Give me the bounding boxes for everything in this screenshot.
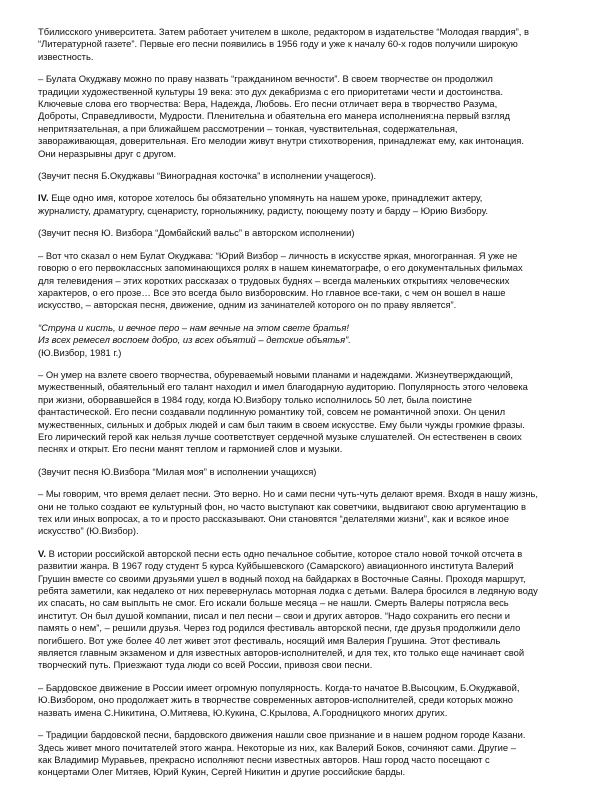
- text-line: [38, 647, 590, 659]
- line-text: “Литературной газете”. Первые его песни появились в 1956 году и уже к началу 60-х годов получили широкую: [38, 38, 518, 50]
- line-text: память о нем”, – решили друзья. Через год родился фестиваль авторской песни, где друзья продолжили дело: [38, 622, 521, 634]
- text-line: [38, 419, 590, 431]
- line-text: (Звучит песня Ю. Визбора “Домбайский вальс” в авторском исполнении): [38, 227, 355, 239]
- line-text: Грушин вместе со своими друзьями ушел в водный поход на байдарках в Восточные Саяны. Проходя маршрут,: [38, 572, 526, 584]
- text-line: [38, 488, 590, 500]
- paragraph-okudzhava-citizen: [38, 73, 590, 160]
- text-line: [38, 525, 590, 537]
- text-line: [38, 597, 590, 609]
- paragraph-intro: [38, 26, 590, 63]
- line-text: искусство” (Ю.Визбор).: [38, 525, 139, 537]
- line-text: развитии жанра. В 1967 году студент 5 курса Куйбышевского (Самарского) авиационного института Валерий: [38, 560, 514, 572]
- text-line: [38, 275, 590, 287]
- text-line: [38, 694, 590, 706]
- paragraph-kazan: [38, 729, 590, 779]
- line-text: погибшего. Вот уже более 40 лет живет этот фестиваль, носящий имя Валерия Грушина. Этот фестиваль: [38, 634, 501, 646]
- line-text: говорю о его первоклассных запоминающихся ролях в нашем кинематографе, о его документальных фильмах: [38, 262, 523, 274]
- text-line: [38, 443, 590, 455]
- paragraph-okudzhava-on-vizbor: [38, 250, 590, 312]
- line-text: Здесь живет много почитателей этого жанра. Некоторые из них, как Валерий Боков, сочиняют сами. Другие –: [38, 741, 516, 753]
- text-line: [38, 38, 590, 50]
- paragraph-bard-movement: [38, 682, 590, 719]
- line-text: творческий путь. Приезжают туда люди со всей России, привозя свои песни.: [38, 659, 373, 671]
- line-text: Ключевые слова его творчества: Вера, Надежда, Любовь. Его песни отличает вера в творчество Разума,: [38, 98, 498, 110]
- section-label: IV.: [38, 192, 49, 204]
- line-text: для телевидения – этих коротких рассказах о трудовых буднях – всегда маленьких открытиях человеческих: [38, 274, 510, 286]
- line-text: Из всех ремесел воспоем добро, из всех объятий – детские объятья”.: [38, 334, 351, 346]
- text-line: [38, 123, 590, 135]
- line-text: Тбилисского университета. Затем работает учителем в школе, редактором в издательстве “Молодая гвардия”, в: [38, 26, 529, 37]
- line-text: традиции художественной культуры 19 века: это дух декабризма с его приоритетами чести и достоинства.: [38, 85, 503, 97]
- text-line: [38, 205, 590, 217]
- section-label: V.: [38, 547, 46, 559]
- line-text: они не только создают ее культурный фон, но часто выступают как советчики, выдвигают свою аргументацию в: [38, 500, 526, 512]
- text-line: [38, 766, 590, 778]
- line-text: Доброты, Справедливости, Мудрости. Пленительна и обаятельна его манера исполнения:на первый взгляд: [38, 110, 510, 122]
- line-text: назвать имена С.Никитина, О.Митяева, Ю.Кукина, С.Крылова, А.Городницкого многих других.: [38, 706, 448, 718]
- text-line: [38, 406, 590, 418]
- line-text: непритязательная, а при ближайшем рассмотрении – тонкая, чувствительная, содержательная,: [38, 122, 458, 134]
- text-line: [38, 754, 590, 766]
- line-text: тех или иных вопросах, а то и просто рассказывают. Они становятся “делателями жизни”, как и всякое иное: [38, 513, 509, 524]
- text-line: [38, 135, 590, 147]
- text-line: [38, 742, 590, 754]
- text-line: [38, 466, 590, 478]
- text-line: [38, 299, 590, 311]
- text-line: [38, 610, 590, 622]
- quote-source: (Ю.Визбор, 1981 г.): [38, 346, 122, 358]
- line-text: песнях и открыт. Его песни манят теплом и гармонией слов и музыки.: [38, 443, 343, 455]
- text-line: [38, 322, 590, 334]
- line-text: мужественных, сильных и добрых людей и сам был таким в своем искусстве. Ему были чужды громкие фразы.: [38, 418, 525, 430]
- line-text: характеров, о его прозе… Все это всегда было визборовским. Но главное все-таки, с чем он вошел в наше: [38, 286, 506, 298]
- line-text: Еще одно имя, которое хотелось бы обязательно упомянуть на нашем уроке, принадлежит актеру,: [48, 192, 483, 204]
- paragraph-time-songs: [38, 488, 590, 538]
- text-line: [38, 585, 590, 597]
- paragraph-section-iv: [38, 192, 590, 217]
- line-text: – Мы говорим, что время делает песни. Это верно. Но и сами песни чуть-чуть делают время. Входя в нашу жизнь,: [38, 488, 539, 500]
- text-line: [38, 573, 590, 585]
- line-text: искусство, – авторская песня, движение, одним из зачинателей которого он по праву является”.: [38, 299, 457, 311]
- line-text: – Традиции бардовской песни, бардовского движения нашли свое признание и в нашем родном городе Казани.: [38, 729, 526, 741]
- line-text: мужественный, обаятельный его талант находил и имел благодарную аудиторию. Популярность этого человека: [38, 381, 528, 393]
- line-text: В истории российской авторской песни есть одно печальное событие, которое стало новой точкой отсчета в: [46, 547, 523, 559]
- text-line: [38, 192, 590, 204]
- line-text: – Вот что сказал о нем Булат Окуджава: “Юрий Визбор – личность в искусстве яркая, многогранная. Я уже не: [38, 249, 518, 261]
- line-text: концертами Олег Митяев, Юрий Кукин, Сергей Никитин и другие российские барды.: [38, 766, 406, 778]
- line-text: известность.: [38, 50, 94, 62]
- text-line: [38, 635, 590, 647]
- text-line: [38, 394, 590, 406]
- line-text: – Он умер на взлете своего творчества, обуреваемый новыми планами и надеждами. Жизнеутверждающий,: [38, 368, 513, 380]
- paragraph-song-2: [38, 227, 590, 239]
- text-line: [38, 98, 590, 110]
- text-line: [38, 250, 590, 262]
- text-line: [38, 659, 590, 671]
- line-text: при жизни, оборвавшейся в 1984 году, когда Ю.Визбору только исполнилось 50 лет, была поистине: [38, 393, 472, 405]
- text-line: [38, 682, 590, 694]
- text-line: [38, 227, 590, 239]
- text-line: [38, 369, 590, 381]
- paragraph-song-1: [38, 170, 590, 182]
- text-line: [38, 513, 590, 525]
- text-line: [38, 170, 590, 182]
- text-line: [38, 148, 590, 160]
- text-line: [38, 26, 590, 38]
- text-line: [38, 86, 590, 98]
- text-line: [38, 381, 590, 393]
- line-text: – Бардовское движение в России имеет огромную популярность. Когда-то начатое В.Высоцким, Б.Окуджавой,: [38, 681, 520, 693]
- paragraph-vizbor-death: [38, 369, 590, 456]
- text-line: [38, 431, 590, 443]
- paragraph-quote: [38, 322, 590, 359]
- line-text: (Звучит песня Б.Окуджавы “Виноградная косточка” в исполнении учащегося).: [38, 170, 377, 182]
- line-text: Ю.Визбором, оно продолжает жить в творчестве современных авторов-исполнителей, среди которых можно: [38, 694, 513, 706]
- text-line: [38, 729, 590, 741]
- line-text: как Владимир Муравьев, прекрасно исполняют песни известных авторов. Наш город часто посещают с: [38, 753, 490, 765]
- line-text: завораживающая, доверительная. Его мелодии живут внутри стихотворения, принадлежат ему, как интонация.: [38, 135, 524, 147]
- text-line: [38, 548, 590, 560]
- text-line: [38, 707, 590, 719]
- text-line: [38, 560, 590, 572]
- line-text: – Булата Окуджаву можно по праву назвать “гражданином вечности”. В своем творчестве он продолжил: [38, 73, 493, 85]
- line-text: их спасать, но сам выплыть не смог. Его искали больше месяца – не нашли. Смерть Валеры потрясла весь: [38, 597, 509, 609]
- line-text: ребята заметили, как недалеко от них перевернулась моторная лодка с детьми. Валера бросился в ледяную воду: [38, 585, 538, 597]
- line-text: является главным экзаменом и для известных авторов-исполнителей, и для тех, кто только еще начинает свой: [38, 647, 525, 659]
- line-text: (Звучит песня Ю.Визбора “Милая моя” в исполнении учащихся): [38, 465, 317, 477]
- paragraph-section-v: [38, 548, 590, 672]
- text-line: [38, 110, 590, 122]
- text-line: [38, 287, 590, 299]
- text-line: [38, 501, 590, 513]
- text-line: [38, 51, 590, 63]
- text-line: [38, 73, 590, 85]
- line-text: “Струна и кисть, и вечное перо – нам вечные на этом свете братья!: [38, 321, 349, 333]
- text-line: [38, 622, 590, 634]
- text-line: [38, 334, 590, 346]
- line-text: Его лирический герой как нельзя лучше соответствует сердечной музыке слушателей. Он естественен в своих: [38, 430, 522, 442]
- line-text: институт. Он был душой компании, писал и пел песни – свои и других авторов. “Надо сохранить его песни и: [38, 609, 510, 621]
- line-text: Они неразрывны друг с другом.: [38, 147, 177, 159]
- text-line: [38, 262, 590, 274]
- line-text: журналисту, драматургу, сценаристу, горнолыжнику, радисту, поющему поэту и барду – Юрию Визбору.: [38, 204, 488, 216]
- line-text: фантастической. Его песни создавали подлинную романтику той, совсем не романтичной эпохи. Он ценил: [38, 406, 506, 418]
- paragraph-song-3: [38, 466, 590, 478]
